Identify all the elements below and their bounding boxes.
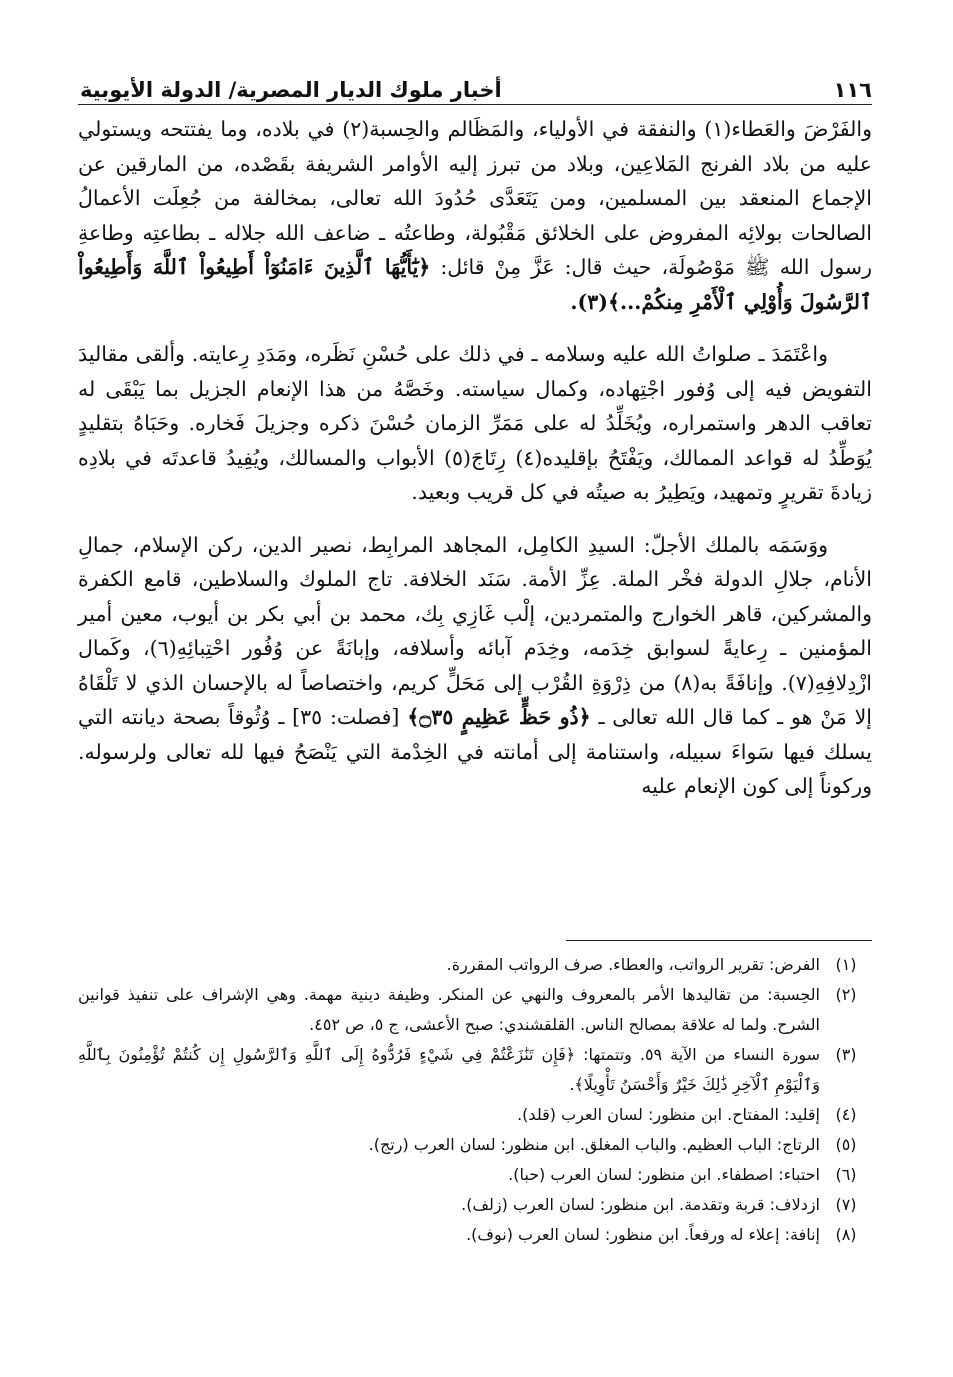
footnotes bbox=[78, 950, 872, 1250]
paragraph-1 bbox=[78, 112, 872, 319]
quran-verse-1: ﴿يَٰٓأَيُّهَا ٱلَّذِينَ ءَامَنُوٓاْ أَطِيعُواْ ٱللَّهَ وَأَطِيعُواْ ٱلرَّسُولَ وَأُوْلِي ٱلْأَمْرِ مِنكُمْ...﴾(٣). bbox=[78, 255, 872, 314]
footnote-number: (١) bbox=[835, 955, 857, 974]
footnote-text: ازدلاف: قربة وتقدمة. ابن منظور: لسان العرب (زلف). bbox=[461, 1195, 820, 1214]
footnote bbox=[78, 1160, 872, 1190]
footnote-number: (٢) bbox=[835, 985, 857, 1004]
footnote-rule bbox=[566, 940, 872, 941]
footnote-number: (٧) bbox=[835, 1195, 857, 1214]
footnote bbox=[78, 1190, 872, 1220]
footnote-text: إنافة: إعلاء له ورفعاً. ابن منظور: لسان العرب (نوف). bbox=[466, 1225, 820, 1244]
quran-verse-2: ﴿ذُو حَظٍّ عَظِيمٍ ۝٣٥﴾ bbox=[407, 705, 591, 729]
footnote-text: الرتاج: الباب العظيم. والباب المغلق. ابن منظور: لسان العرب (رتج). bbox=[368, 1135, 820, 1154]
footnote-text: سورة النساء من الآية ٥٩. وتتمتها: ﴿فَإِن تَنَٰزَعْتُمْ فِي شَيْءٍ فَرُدُّوهُ إِلَى ٱللَّهِ وَٱلرَّسُولِ إِن كُنتُمْ تُؤْمِنُونَ بِٱللَّهِ وَٱلْيَوْمِ ٱلْآخِرِ ذَٰلِكَ خَيْرٌ وَأَحْسَنُ تَأْوِيلًا﴾. bbox=[78, 1045, 820, 1094]
footnote bbox=[78, 1100, 872, 1130]
footnote-number: (٥) bbox=[835, 1135, 857, 1154]
footnote-number: (٣) bbox=[835, 1045, 857, 1064]
page-number: ١١٦ bbox=[833, 78, 872, 102]
page-header bbox=[80, 68, 872, 102]
paragraph-3 bbox=[78, 528, 872, 804]
paragraph-3-text: ووَسَمَه بالملك الأجلّ: السيدِ الكامِل، المجاهد المرابِط، نصير الدين، ركن الإسلام، جمالِ الأنام، جلالِ الدولة فخْر الملة. عِزِّ الأمة. سَنَد الخلافة. تاج الملوك والسلاطين، قامع الكفرة والمشركين، قاهر الخوارج والمتمردين، إلْب غَازِي بِك، محمد بن أبي بكر بن أيوب، معين أمير المؤمنين ـ رِعايةً لسوابق خِدَمه، وخِدَم آبائه وأسلافه، وإبانَةً عن وُفُور احْتِبائِهِ(٦)، وكَمال ازْدِلافِهِ(٧). وإنافَةً به(٨) من ذِرْوَةِ القُرْب إلى مَحَلٍّ كريم، واختصاصاً له بالإحسان الذي لا تَلْقَاهُ إلا مَنْ هو ـ كما قال الله تعالى ـ bbox=[78, 532, 873, 729]
paragraph-3-end: [فصلت: ٣٥] ـ وُثُوقاً بصحة ديانته التي يسلك فيها سَواءَ سبيله، واستنامة إلى أمانته في الخِدْمة التي يَنْصَحُ فيها لله تعالى ولرسوله. وركوناً إلى كون الإنعام عليه bbox=[78, 705, 872, 798]
footnote bbox=[78, 950, 872, 980]
footnote-number: (٨) bbox=[835, 1225, 857, 1244]
footnote bbox=[78, 1040, 872, 1100]
footnote bbox=[78, 1130, 872, 1160]
footnote-text: إقليد: المفتاح. ابن منظور: لسان العرب (قلد). bbox=[517, 1105, 820, 1124]
main-text bbox=[78, 112, 872, 804]
running-title: أخبار ملوك الديار المصرية/ الدولة الأيوبية bbox=[80, 78, 502, 102]
footnote-number: (٦) bbox=[835, 1165, 857, 1184]
footnote-text: الفرض: تقرير الرواتب، والعطاء. صرف الرواتب المقررة. bbox=[446, 955, 820, 974]
header-rule bbox=[78, 104, 872, 105]
footnote bbox=[78, 980, 872, 1040]
footnote bbox=[78, 1220, 872, 1250]
paragraph-1-text: والفَرْضَ والعَطاء(١) والنفقة في الأولياء، والمَظَالم والحِسبة(٢) في بلاده، وما يفتتحه ويستولي عليه من بلاد الفرنج المَلاعِين، وبلاد من تبرز إليه الأوامر الشريفة بقَصْده، من المارقين عن الإجماع المنعقد بين المسلمين، ومن يَتَعَدَّى حُدُودَ الله تعالى، بمخالفة من جُعِلَت الأعمالُ الصالحات بولائِه المفروض على الخلائق مَقْبُولة، وطاعتُه ـ ضاعف الله جلاله ـ بطاعتِه وطاعةِ رسول الله ﷺ مَوْصُولَة، حيث قال: عَزَّ مِنْ قائل: bbox=[78, 117, 873, 279]
footnote-text: الحِسبة: من تقاليدها الأمر بالمعروف والنهي عن المنكر. وظيفة دينية مهمة. وهي الإشراف على تنفيذ قوانين الشرح. ولما له علاقة بمصالح الناس. القلقشندي: صبح الأعشى، ج ٥، ص ٤٥٢. bbox=[78, 985, 820, 1034]
footnote-number: (٤) bbox=[835, 1105, 857, 1124]
paragraph-2: واعْتَمَدَ ـ صلواتُ الله عليه وسلامه ـ في ذلك على حُسْنِ نَظَره، ومَدَدِ رِعايته. وألقى مقاليدَ التفويض فيه إلى وُفور اجْتِهاده، وكمال سياسته. وخَصَّهُ من هذا الإنعام الجزيل بما يَبْقَى له تعاقب الدهر واستمراره، ويُخَلِّدُ له على مَمَرِّ الزمان حُسْنَ ذكره وجزيلَ فَخاره. وحَبَاهُ بتقليدٍ يُوَطِّدُ له قواعد الممالك، ويَفْتَحُ بإقليده(٤) رِتَاجَ(٥) الأبواب والمسالك، ويُفِيدُ قاعدتَه في بلادِه زيادةَ تقريرٍ وتمهيد، ويَطِيرُ به صيتُه في كل قريب وبعيد. bbox=[78, 342, 872, 504]
footnote-text: احتباء: اصطفاء. ابن منظور: لسان العرب (حبا). bbox=[508, 1165, 820, 1184]
